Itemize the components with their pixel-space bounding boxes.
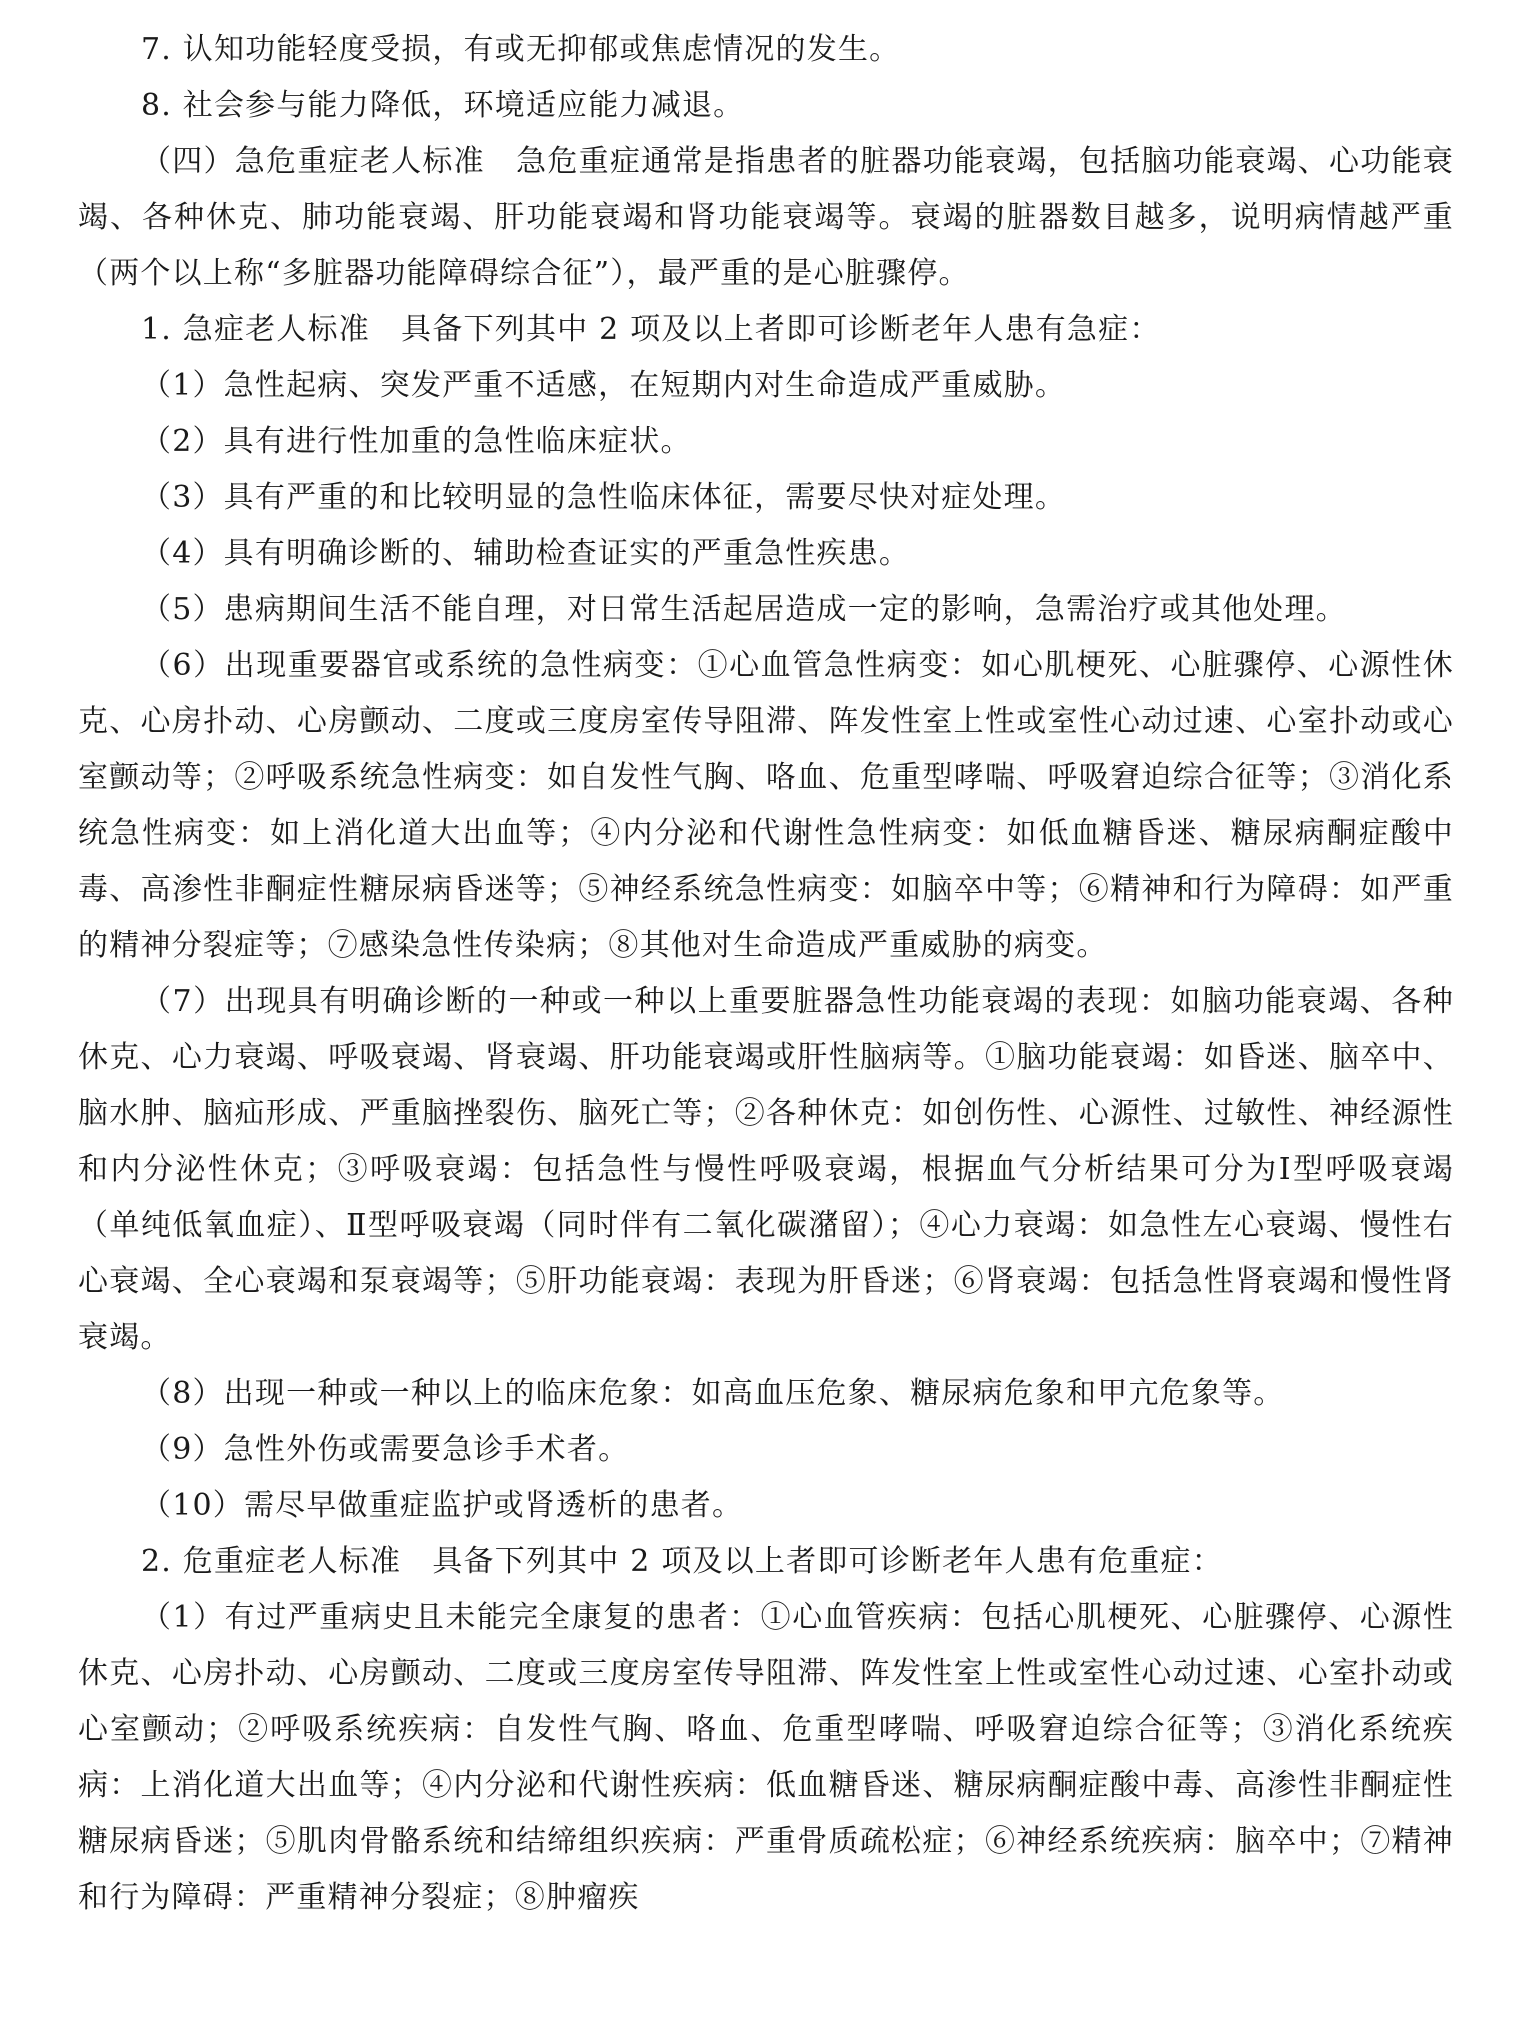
paragraph-acute-criterion-3: （3）具有严重的和比较明显的急性临床体征，需要尽快对症处理。 (141, 480, 1067, 515)
paragraph-acute-criterion-1: （1）急性起病、突发严重不适感，在短期内对生命造成严重威胁。 (141, 368, 1067, 403)
paragraph-critical-criterion-1: （1）有过严重病史且未能完全康复的患者：①心血管疾病：包括心肌梗死、心脏骤停、心源性休克、心房扑动、心房颤动、二度或三度房室传导阻滞、阵发性室上性或室性心动过速、心室扑动或心室颤动；②呼吸系统疾病：自发性气胸、咯血、危重型哮喘、呼吸窘迫综合征等；③消化系统疾病：上消化道大出血等；④内分泌和代谢性疾病：低血糖昏迷、糖尿病酮症酸中毒、高渗性非酮症性糖尿病昏迷；⑤肌肉骨骼系统和结缔组织疾病：严重骨质疏松症；⑥神经系统疾病：脑卒中；⑦精神和行为障碍：严重精神分裂症；⑧肿瘤疾 (78, 1600, 1454, 1915)
paragraph-acute-standard-heading: 1. 急症老人标准 具备下列其中 2 项及以上者即可诊断老年人患有急症： (141, 312, 1161, 347)
document-page (78, 22, 1454, 1926)
paragraph-item-7: 7. 认知功能轻度受损，有或无抑郁或焦虑情况的发生。 (141, 32, 901, 67)
paragraph-acute-criterion-7: （7）出现具有明确诊断的一种或一种以上重要脏器急性功能衰竭的表现：如脑功能衰竭、各种休克、心力衰竭、呼吸衰竭、肾衰竭、肝功能衰竭或肝性脑病等。①脑功能衰竭：如昏迷、脑卒中、脑水肿、脑疝形成、严重脑挫裂伤、脑死亡等；②各种休克：如创伤性、心源性、过敏性、神经源性和内分泌性休克；③呼吸衰竭：包括急性与慢性呼吸衰竭，根据血气分析结果可分为Ⅰ型呼吸衰竭（单纯低氧血症）、Ⅱ型呼吸衰竭（同时伴有二氧化碳潴留）；④心力衰竭：如急性左心衰竭、慢性右心衰竭、全心衰竭和泵衰竭等；⑤肝功能衰竭：表现为肝昏迷；⑥肾衰竭：包括急性肾衰竭和慢性肾衰竭。 (78, 984, 1454, 1355)
paragraph-acute-criterion-2: （2）具有进行性加重的急性临床症状。 (141, 424, 692, 459)
paragraph-acute-criterion-10: （10）需尽早做重症监护或肾透析的患者。 (141, 1488, 744, 1523)
paragraph-critical-standard-heading: 2. 危重症老人标准 具备下列其中 2 项及以上者即可诊断老年人患有危重症： (141, 1544, 1223, 1579)
paragraph-acute-criterion-5: （5）患病期间生活不能自理，对日常生活起居造成一定的影响，急需治疗或其他处理。 (141, 592, 1347, 627)
paragraph-acute-criterion-8: （8）出现一种或一种以上的临床危象：如高血压危象、糖尿病危象和甲亢危象等。 (141, 1376, 1285, 1411)
paragraph-item-8: 8. 社会参与能力降低，环境适应能力减退。 (141, 88, 745, 123)
paragraph-acute-criterion-6: （6）出现重要器官或系统的急性病变：①心血管急性病变：如心肌梗死、心脏骤停、心源性休克、心房扑动、心房颤动、二度或三度房室传导阻滞、阵发性室上性或室性心动过速、心室扑动或心室颤动等；②呼吸系统急性病变：如自发性气胸、咯血、危重型哮喘、呼吸窘迫综合征等；③消化系统急性病变：如上消化道大出血等；④内分泌和代谢性急性病变：如低血糖昏迷、糖尿病酮症酸中毒、高渗性非酮症性糖尿病昏迷等；⑤神经系统急性病变：如脑卒中等；⑥精神和行为障碍：如严重的精神分裂症等；⑦感染急性传染病；⑧其他对生命造成严重威胁的病变。 (78, 648, 1454, 963)
paragraph-acute-criterion-4: （4）具有明确诊断的、辅助检查证实的严重急性疾患。 (141, 536, 911, 571)
paragraph-section-4-intro: （四）急危重症老人标准 急危重症通常是指患者的脏器功能衰竭，包括脑功能衰竭、心功能衰竭、各种休克、肺功能衰竭、肝功能衰竭和肾功能衰竭等。衰竭的脏器数目越多，说明病情越严重（两个以上称“多脏器功能障碍综合征”），最严重的是心脏骤停。 (78, 144, 1454, 291)
paragraph-acute-criterion-9: （9）急性外伤或需要急诊手术者。 (141, 1432, 630, 1467)
